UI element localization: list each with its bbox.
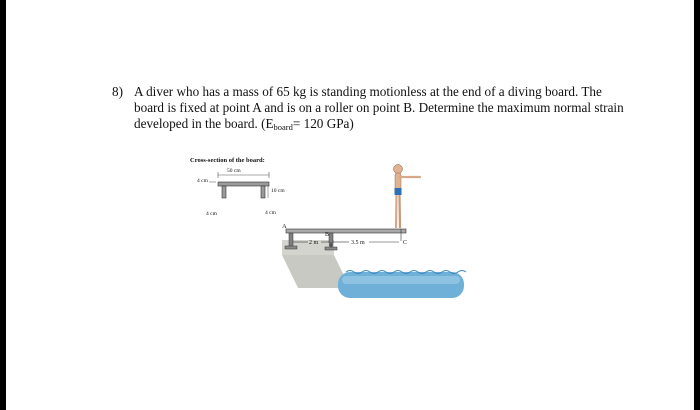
- water: [338, 271, 466, 299]
- cross-section-flange: [218, 182, 269, 186]
- problem-text-end: = 120 GPa): [292, 116, 354, 131]
- cross-section-web-left: [222, 186, 226, 198]
- problem-number: 8): [112, 84, 123, 99]
- diver-leg-right: [400, 195, 401, 228]
- diver-swimsuit: [395, 188, 402, 195]
- modulus-subscript: board: [273, 122, 293, 132]
- diver-torso: [395, 173, 401, 190]
- diver: [394, 165, 421, 229]
- cross-section-web-label: 4 cm: [206, 211, 217, 217]
- span-ab-label: 2 m: [309, 240, 319, 246]
- span-bc-label: 3.5 m: [351, 240, 365, 246]
- cross-section-web-right: [261, 186, 265, 198]
- cross-section-diagram: [190, 157, 285, 217]
- diver-head: [394, 165, 403, 174]
- support-b: [329, 233, 333, 243]
- cross-section-thickness-label: 4 cm: [197, 178, 208, 184]
- cross-section-depth-label: 10 cm: [271, 188, 285, 194]
- diver-leg-left: [396, 195, 397, 228]
- cross-section-title: Cross-section of the board:: [190, 157, 265, 164]
- problem-text-main: A diver who has a mass of 65 kg is standing motionless at the end of a diving board. The board is fixed at point A and is on a roller on point B. Determine the maximum normal strain developed in the board. (E: [134, 84, 624, 131]
- diving-board-figure: [6, 0, 694, 410]
- document-page: [6, 0, 694, 410]
- point-a-label: A: [282, 223, 287, 230]
- cross-section-flange-label: 4 cm: [265, 210, 276, 216]
- cross-section-width-label: 50 cm: [227, 168, 241, 174]
- board-plank: [286, 229, 406, 233]
- point-b-label: B: [325, 232, 330, 238]
- support-a: [289, 233, 293, 247]
- point-c-label: C: [403, 240, 408, 246]
